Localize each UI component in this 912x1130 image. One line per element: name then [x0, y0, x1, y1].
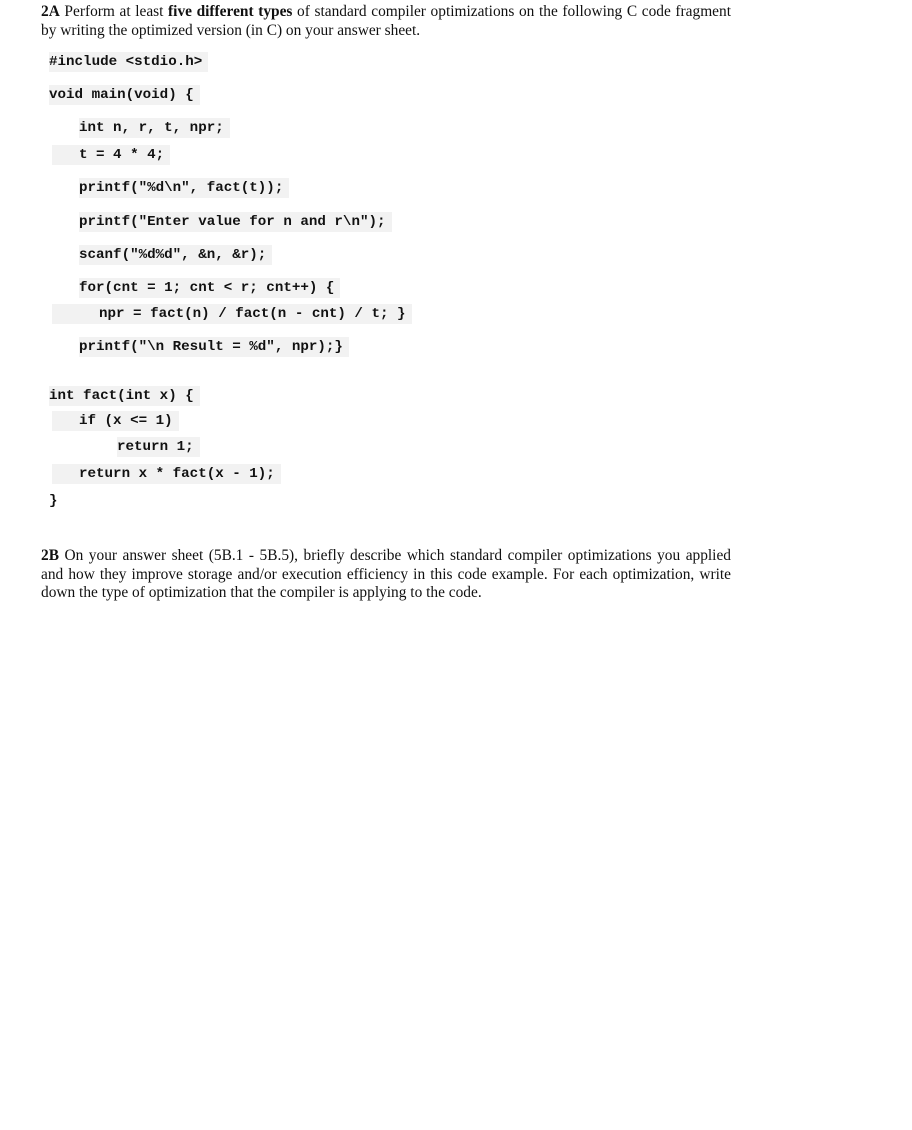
- code-line-loop-body: npr = fact(n) / fact(n - cnt) / t; }: [52, 304, 412, 324]
- question-2a-emphasis: five different types: [168, 3, 293, 20]
- question-2b-text: On your answer sheet (5B.1 - 5B.5), briefly describe which standard compiler optimizations you applied and how they improve storage and/or execution efficiency in this code example. For each optimization, write down the type of optimization that the compiler is applying to the code.: [41, 547, 731, 601]
- code-line-printf-prompt: printf("Enter value for n and r\n");: [79, 212, 392, 232]
- code-line-fact-signature: int fact(int x) {: [49, 386, 200, 406]
- question-2b: [41, 547, 731, 603]
- code-line-if: if (x <= 1): [52, 411, 179, 431]
- question-2a-text-1: Perform at least: [59, 3, 169, 20]
- code-line-for-loop: for(cnt = 1; cnt < r; cnt++) {: [79, 278, 340, 298]
- question-2b-number: 2B: [41, 547, 59, 564]
- code-line-include: #include <stdio.h>: [49, 52, 208, 72]
- code-line-scanf: scanf("%d%d", &n, &r);: [79, 245, 272, 265]
- code-line-return-1: return 1;: [117, 437, 200, 457]
- code-line-assign-t: t = 4 * 4;: [52, 145, 170, 165]
- question-2a-number: 2A: [41, 3, 60, 20]
- code-line-return-recursive: return x * fact(x - 1);: [52, 464, 281, 484]
- code-line-closing-brace: }: [49, 493, 58, 509]
- code-line-printf-result: printf("\n Result = %d", npr);}: [79, 337, 349, 357]
- code-line-printf-fact: printf("%d\n", fact(t));: [79, 178, 289, 198]
- code-line-main-signature: void main(void) {: [49, 85, 200, 105]
- question-2a: [41, 3, 731, 40]
- question-2a-text-2: of standard compiler optimizations on the following C code fragment by writing the optimized version (in C) on your answer sheet.: [41, 3, 731, 39]
- code-line-declarations: int n, r, t, npr;: [79, 118, 230, 138]
